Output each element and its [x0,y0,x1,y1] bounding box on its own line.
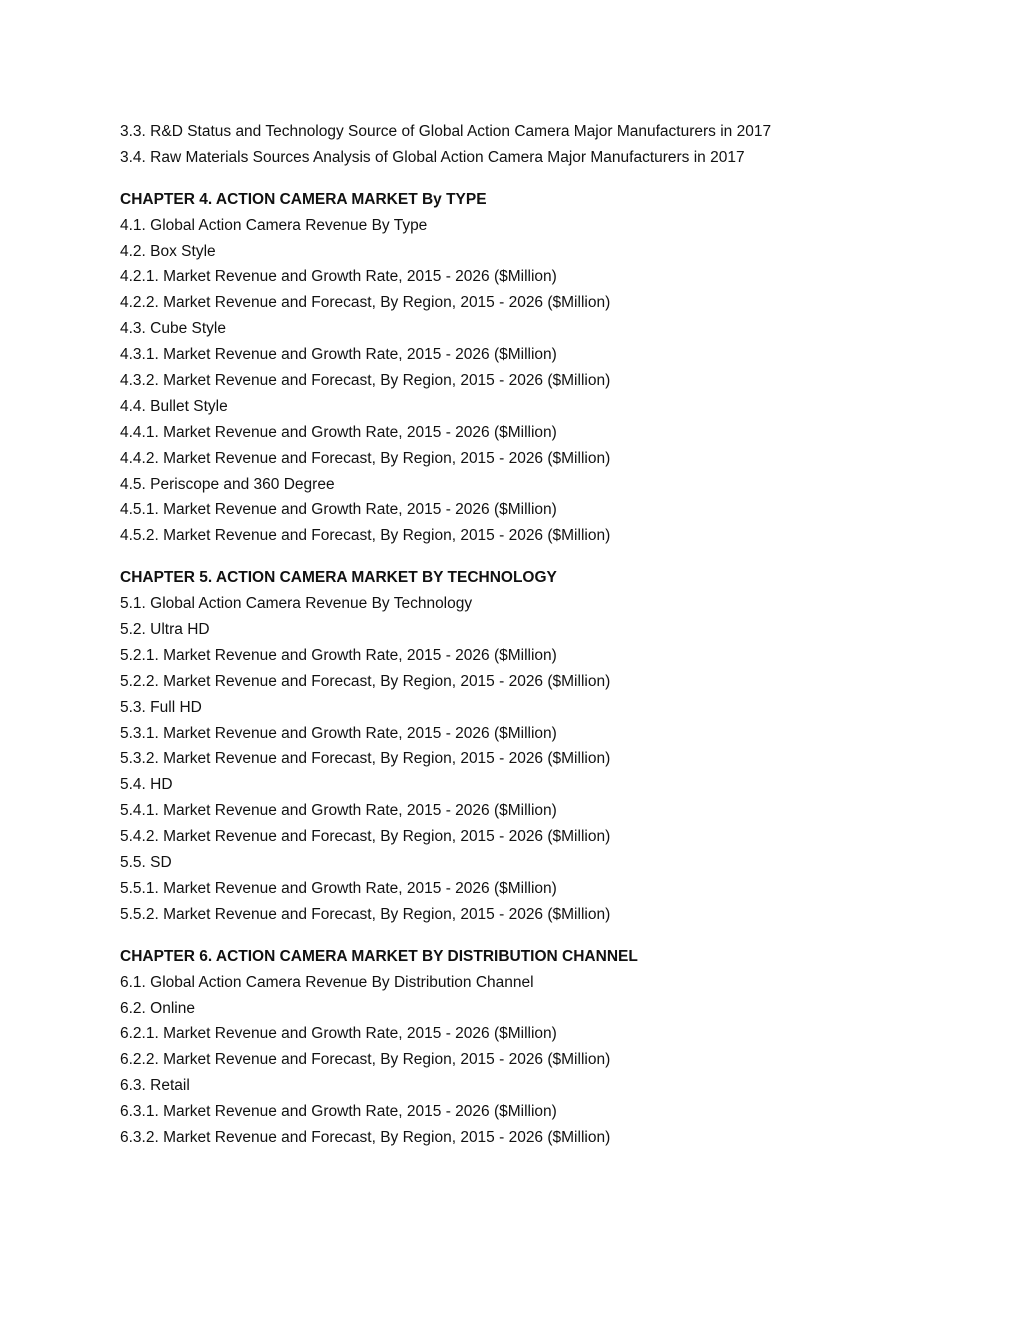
chapter-heading: CHAPTER 5. ACTION CAMERA MARKET BY TECHNOLOGY [120,569,557,587]
toc-entry: 4.4.2. Market Revenue and Forecast, By Region, 2015 - 2026 ($Million) [120,449,611,467]
toc-entry: 5.1. Global Action Camera Revenue By Technology [120,595,473,613]
toc-entry: 3.4. Raw Materials Sources Analysis of Global Action Camera Major Manufacturers in 2017 [120,148,745,166]
toc-entry: 5.2.1. Market Revenue and Growth Rate, 2015 - 2026 ($Million) [120,646,557,664]
chapter-6-section [120,944,980,1151]
toc-entry: 4.1. Global Action Camera Revenue By Type [120,216,428,234]
toc-entry: 5.5.2. Market Revenue and Forecast, By Region, 2015 - 2026 ($Million) [120,905,611,923]
toc-entry: 4.3.1. Market Revenue and Growth Rate, 2015 - 2026 ($Million) [120,346,557,364]
toc-entry: 4.5.2. Market Revenue and Forecast, By Region, 2015 - 2026 ($Million) [120,527,611,545]
toc-entry: 5.5. SD [120,854,172,872]
toc-entry: 6.3.2. Market Revenue and Forecast, By Region, 2015 - 2026 ($Million) [120,1128,611,1146]
toc-entry: 6.2.2. Market Revenue and Forecast, By Region, 2015 - 2026 ($Million) [120,1051,611,1069]
toc-entry: 4.3.2. Market Revenue and Forecast, By Region, 2015 - 2026 ($Million) [120,372,611,390]
toc-entry: 4.5.1. Market Revenue and Growth Rate, 2015 - 2026 ($Million) [120,501,557,519]
toc-entry: 4.4.1. Market Revenue and Growth Rate, 2015 - 2026 ($Million) [120,423,557,441]
chapter-heading: CHAPTER 6. ACTION CAMERA MARKET BY DISTRIBUTION CHANNEL [120,947,638,965]
toc-entry: 5.4.1. Market Revenue and Growth Rate, 2015 - 2026 ($Million) [120,802,557,820]
toc-entry: 6.1. Global Action Camera Revenue By Distribution Channel [120,973,534,991]
toc-entry: 5.3. Full HD [120,698,202,716]
toc-entry: 4.3. Cube Style [120,320,226,338]
intro-section [120,119,980,171]
document-page [120,119,980,1151]
toc-entry: 5.4. HD [120,776,173,794]
chapter-5-section [120,565,980,927]
chapter-4-section [120,187,980,549]
toc-entry: 5.2. Ultra HD [120,621,210,639]
toc-entry: 6.3. Retail [120,1077,190,1095]
toc-entry: 4.4. Bullet Style [120,397,228,415]
toc-entry: 4.5. Periscope and 360 Degree [120,475,335,493]
toc-entry: 3.3. R&D Status and Technology Source of Global Action Camera Major Manufacturers in 2017 [120,123,772,140]
toc-entry: 4.2.2. Market Revenue and Forecast, By Region, 2015 - 2026 ($Million) [120,294,611,312]
toc-entry: 5.4.2. Market Revenue and Forecast, By Region, 2015 - 2026 ($Million) [120,828,611,846]
chapter-heading: CHAPTER 4. ACTION CAMERA MARKET By TYPE [120,190,487,208]
toc-entry: 5.5.1. Market Revenue and Growth Rate, 2015 - 2026 ($Million) [120,879,557,897]
toc-entry: 6.2.1. Market Revenue and Growth Rate, 2015 - 2026 ($Million) [120,1025,557,1043]
toc-entry: 5.3.1. Market Revenue and Growth Rate, 2015 - 2026 ($Million) [120,724,557,742]
toc-entry: 6.2. Online [120,999,195,1017]
toc-entry: 6.3.1. Market Revenue and Growth Rate, 2015 - 2026 ($Million) [120,1103,557,1121]
toc-entry: 4.2. Box Style [120,242,216,260]
toc-entry: 5.3.2. Market Revenue and Forecast, By Region, 2015 - 2026 ($Million) [120,750,611,768]
toc-entry: 4.2.1. Market Revenue and Growth Rate, 2015 - 2026 ($Million) [120,268,557,286]
toc-entry: 5.2.2. Market Revenue and Forecast, By Region, 2015 - 2026 ($Million) [120,672,611,690]
